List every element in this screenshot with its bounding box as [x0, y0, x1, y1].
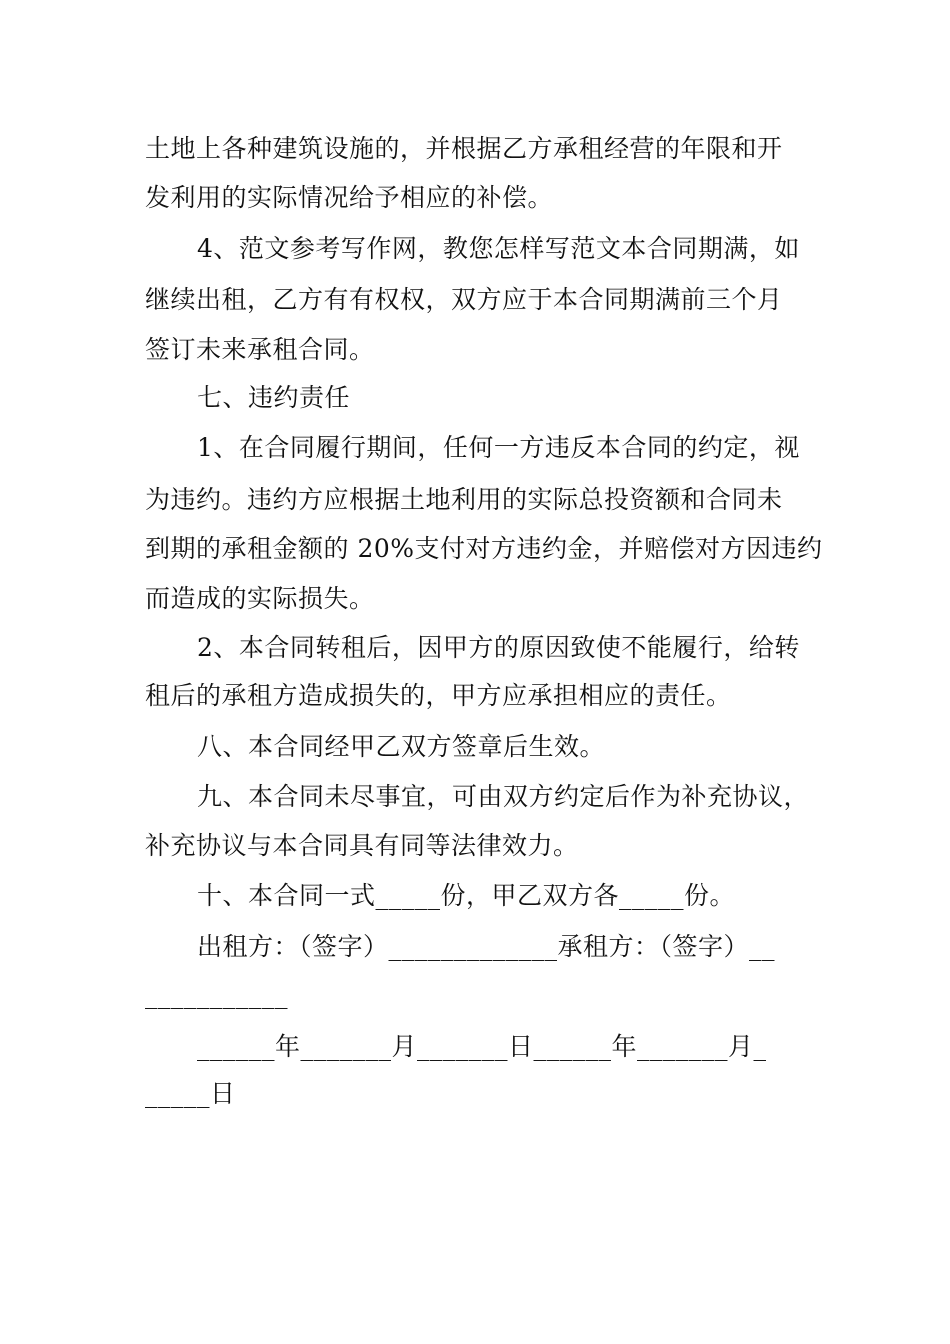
signature-line: 出租方：（签字）_____________承租方：（签字）__ [197, 932, 776, 961]
paragraph-line: 继续出租，乙方有有权权，双方应于本合同期满前三个月 [145, 285, 783, 314]
paragraph-line: 而造成的实际损失。 [145, 584, 375, 613]
paragraph-line: 为违约。违约方应根据土地利用的实际总投资额和合同未 [145, 485, 783, 514]
signature-line: ___________ [145, 980, 288, 1009]
date-line: ______年_______月_______日______年_______月_ [197, 1032, 767, 1061]
paragraph-line: 八、本合同经甲乙双方签章后生效。 [197, 732, 606, 761]
paragraph-line: 十、本合同一式_____份，甲乙双方各_____份。 [197, 881, 736, 910]
paragraph-line: 签订未来承租合同。 [145, 335, 375, 364]
section-heading: 七、违约责任 [197, 383, 351, 412]
paragraph-line: 4、范文参考写作网，教您怎样写范文本合同期满，如 [197, 234, 800, 263]
date-line: _____日 [145, 1079, 236, 1108]
paragraph-line: 补充协议与本合同具有同等法律效力。 [145, 831, 579, 860]
paragraph-line: 2、本合同转租后，因甲方的原因致使不能履行，给转 [197, 633, 800, 662]
paragraph-line: 1、在合同履行期间，任何一方违反本合同的约定，视 [197, 433, 800, 462]
paragraph-line: 租后的承租方造成损失的，甲方应承担相应的责任。 [145, 681, 732, 710]
paragraph-line: 土地上各种建筑设施的，并根据乙方承租经营的年限和开 [145, 134, 783, 163]
paragraph-line: 九、本合同未尽事宜，可由双方约定后作为补充协议， [197, 782, 810, 811]
paragraph-line: 发利用的实际情况给予相应的补偿。 [145, 183, 554, 212]
paragraph-line: 到期的承租金额的 20%支付对方违约金，并赔偿对方因违约 [145, 534, 823, 563]
